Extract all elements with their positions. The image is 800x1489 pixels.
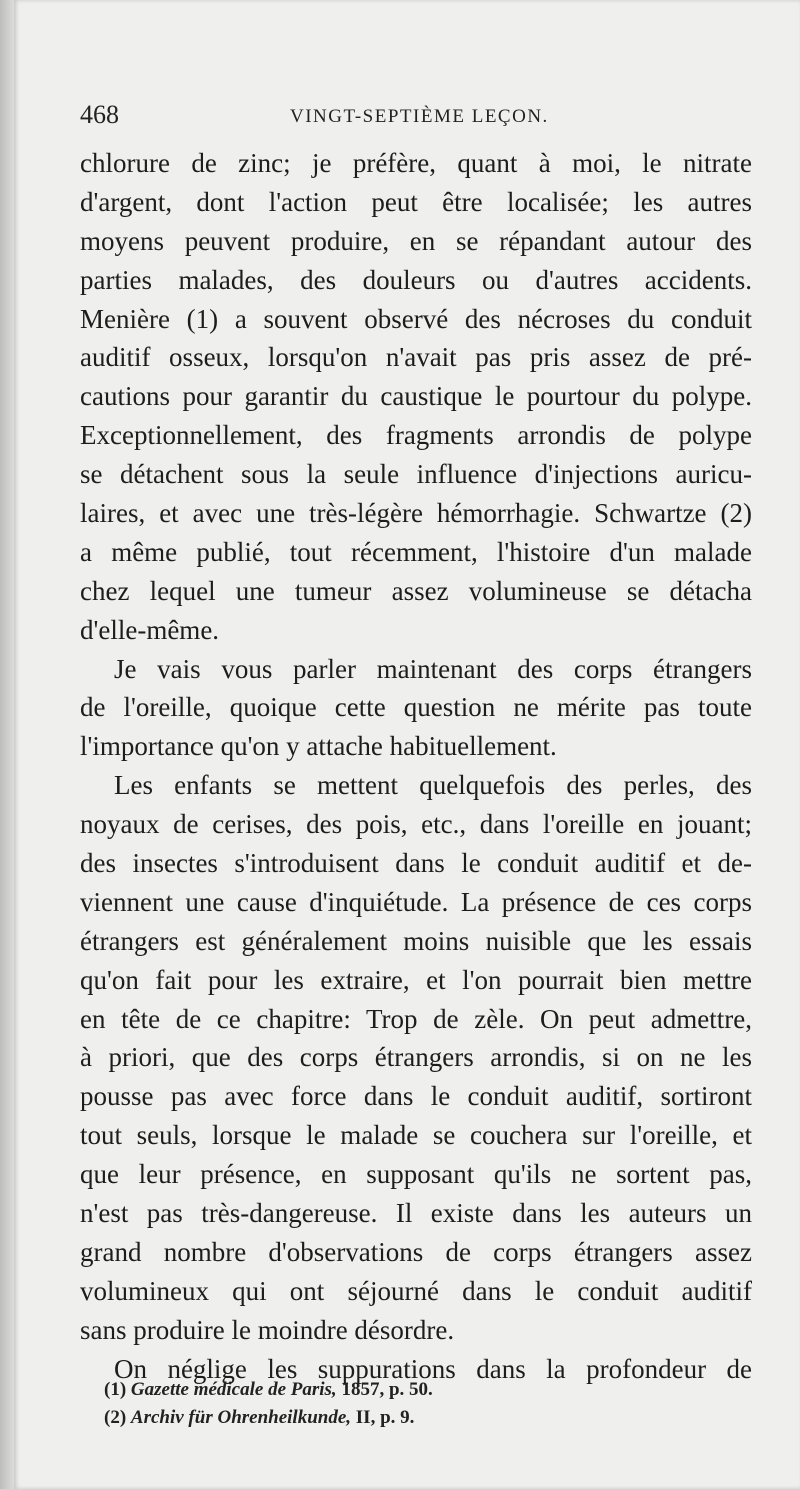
text-line: parties malades, des douleurs ou d'autres accidents. — [80, 264, 752, 295]
text-line: volumineux qui ont séjourné dans le conduit auditif — [80, 1275, 752, 1306]
text-line: étrangers est généralement moins nuisible que les essais — [80, 925, 752, 956]
text-line: moyens peuvent produire, en se répandant autour des — [80, 225, 752, 256]
text-line: pousse pas avec force dans le conduit auditif, sortiront — [80, 1081, 752, 1112]
text-line: a même publié, tout récemment, l'histoire d'un malade — [80, 536, 752, 567]
text-line: d'argent, dont l'action peut être localisée; les autres — [80, 186, 752, 217]
text-line: Les enfants se mettent quelquefois des perles, des — [114, 770, 752, 801]
footnote-reference: 1857, p. 50. — [341, 1379, 433, 1400]
footnote-number: (2) — [104, 1407, 127, 1428]
footnote — [104, 1376, 744, 1404]
page-number: 468 — [80, 100, 119, 129]
text-line: viennent une cause d'inquiétude. La présence de ces corps — [80, 886, 752, 917]
text-line: On néglige les suppurations dans la profondeur de — [114, 1353, 752, 1384]
text-line: que leur présence, en supposant qu'ils ne sortent pas, — [80, 1159, 752, 1190]
footnote-reference: II, p. 9. — [355, 1407, 415, 1428]
text-line: sans produire le moindre désordre. — [80, 1314, 455, 1345]
text-line: d'elle-même. — [80, 614, 220, 645]
text-line: chez lequel une tumeur assez volumineuse se détacha — [80, 575, 752, 606]
text-line: en tête de ce chapitre: Trop de zèle. On peut admettre, — [80, 1003, 752, 1034]
text-line: Je vais vous parler maintenant des corps étrangers — [114, 653, 752, 684]
text-line: n'est pas très-dangereuse. Il existe dans les auteurs un — [80, 1198, 752, 1229]
text-line: l'importance qu'on y attache habituellement. — [80, 731, 557, 762]
text-line: qu'on fait pour les extraire, et l'on pourrait bien mettre — [80, 964, 752, 995]
footnote-source: Gazette médicale de Paris, — [130, 1379, 337, 1400]
footnote-source: Archiv für Ohrenheilkunde, — [130, 1407, 352, 1428]
text-line: laires, et avec une très-légère hémorrhagie. Schwartze (2) — [80, 498, 752, 529]
running-title: VINGT-SEPTIÈME LEÇON. — [290, 106, 549, 127]
body-text — [80, 144, 752, 1389]
text-line: Menière (1) a souvent observé des nécroses du conduit — [80, 303, 752, 334]
text-line: de l'oreille, quoique cette question ne mérite pas toute — [80, 692, 752, 723]
text-line: cautions pour garantir du caustique le pourtour du polype. — [80, 381, 752, 412]
footnotes — [104, 1376, 744, 1432]
page-header — [80, 100, 760, 140]
text-line: grand nombre d'observations de corps étrangers assez — [80, 1236, 752, 1267]
text-line: chlorure de zinc; je préfère, quant à moi, le nitrate — [80, 148, 752, 178]
page-spine-shadow — [0, 0, 14, 1489]
text-line: noyaux de cerises, des pois, etc., dans l'oreille en jouant; — [80, 809, 752, 840]
text-line: se détachent sous la seule influence d'injections auricu- — [80, 459, 752, 490]
text-line: auditif osseux, lorsqu'on n'avait pas pris assez de pré- — [80, 342, 752, 373]
footnote — [104, 1404, 744, 1432]
text-line: à priori, que des corps étrangers arrondis, si on ne les — [80, 1042, 752, 1073]
footnote-number: (1) — [104, 1379, 127, 1400]
text-line: Exceptionnellement, des fragments arrondis de polype — [80, 420, 752, 451]
text-line: tout seuls, lorsque le malade se couchera sur l'oreille, et — [80, 1120, 752, 1151]
text-line: des insectes s'introduisent dans le conduit auditif et de- — [80, 848, 752, 879]
